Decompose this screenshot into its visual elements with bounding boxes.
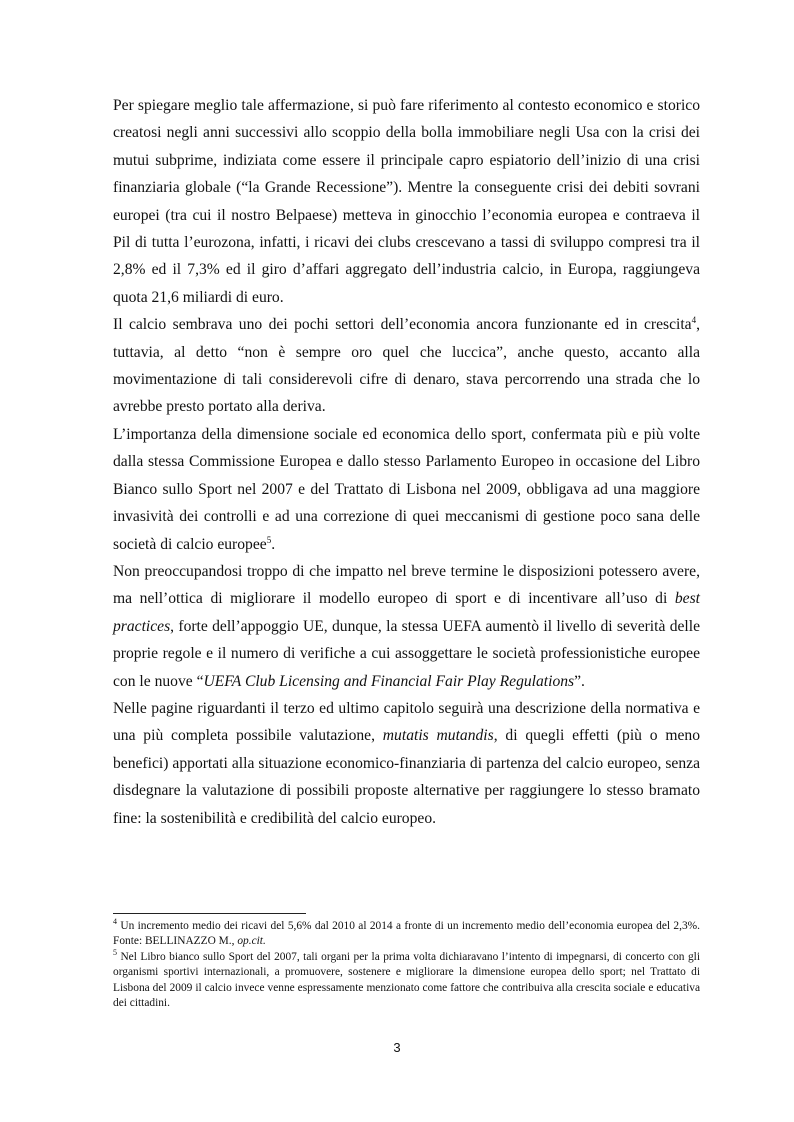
paragraph-2	[113, 311, 700, 421]
paragraph-3	[113, 421, 700, 558]
footnote-5-text: Nel Libro bianco sullo Sport del 2007, tali organi per la prima volta dichiaravano l’intento di impegnarsi, di concerto con gli organismi sportivi internazionali, a promuovere, sostenere e migliorare la dimensione europea dello sport; nel Trattato di Lisbona del 2009 il calcio invece venne espressamente menzionato come fattore che contribuiva alla crescita sociale e educativa dei cittadini.	[113, 950, 700, 1010]
paragraph-1	[113, 92, 700, 311]
footnote-4-italic: op.cit.	[237, 935, 266, 948]
footnote-ref-5[interactable]: 5	[266, 534, 272, 545]
footnote-ref-4[interactable]: 4	[691, 315, 697, 326]
paragraph-5-italic-mutatis: mutatis mutandis	[382, 727, 494, 745]
footnote-5-number: 5	[113, 948, 117, 958]
paragraph-4-text-b: , forte dell’appoggio UE, dunque, la stessa UEFA aumentò il livello di severità delle proprie regole e il numero di verifiche a cui assoggettare le società professionistiche europee con le nuove “	[113, 617, 700, 690]
paragraph-5-text-a: Nelle pagine riguardanti il terzo ed ultimo capitolo seguirà una descrizione della normativa e una più completa possibile valutazione,	[113, 699, 700, 745]
paragraph-2-text-a: Il calcio sembrava uno dei pochi settori dell’economia ancora funzionante ed in crescita	[113, 316, 692, 334]
footnotes-section	[113, 913, 700, 1011]
paragraph-3-text-a: L’importanza della dimensione sociale ed economica dello sport, confermata più e più volte dalla stessa Commissione Europea e dallo stesso Parlamento Europeo in occasione del Libro Bianco sullo Sport nel 2007 e del Trattato di Lisbona nel 2009, obbligava ad una maggiore invasività dei controlli e ad una correzione di quei meccanismi di gestione poco sana delle società di calcio europee	[113, 425, 700, 553]
paragraph-5	[113, 695, 700, 832]
paragraph-1-text: Per spiegare meglio tale affermazione, si può fare riferimento al contesto economico e storico creatosi negli anni successivi allo scoppio della bolla immobiliare negli Usa con la crisi dei mutui subprime, indiziata come essere il principale capro espiatorio dell’inizio di una crisi finanziaria globale (“la Grande Recessione”). Mentre la conseguente crisi dei debiti sovrani europei (tra cui il nostro Belpaese) metteva in ginocchio l’economia europea e contraeva il Pil di tutta l’eurozona, infatti, i ricavi dei clubs crescevano a tassi di sviluppo compresi tra il 2,8% ed il 7,3% ed il giro d’affari aggregato dell’industria calcio, in Europa, raggiungeva quota 21,6 miliardi di euro.	[113, 97, 700, 306]
paragraph-4-italic-best-practices: best practices	[113, 590, 700, 635]
paragraph-4-italic-regulations: UEFA Club Licensing and Financial Fair Play Regulations	[203, 672, 575, 690]
footnote-separator	[113, 913, 306, 914]
paragraph-4-text-c: ”.	[574, 672, 585, 690]
footnote-4-text: Un incremento medio dei ricavi del 5,6% dal 2010 al 2014 a fronte di un incremento medio dell’economia europea del 2,3%. Fonte: BELLINAZZO M.,	[113, 920, 700, 948]
paragraph-2-text-b: , tuttavia, al detto “non è sempre oro quel che luccica”, anche questo, accanto alla movimentazione di tali considerevoli cifre di denaro, stava percorrendo una strada che lo avrebbe presto portato alla deriva.	[113, 316, 700, 416]
body-text	[113, 92, 700, 832]
footnote-4	[113, 919, 700, 950]
paragraph-4	[113, 558, 700, 695]
page-number: 3	[393, 1040, 401, 1055]
footnote-5	[113, 950, 700, 1012]
paragraph-5-text-b: , di quegli effetti (più o meno benefici) apportati alla situazione economico-finanziaria di partenza del calcio europeo, senza disdegnare la valutazione di possibili proposte alternative per raggiungere lo stesso bramato fine: la sostenibilità e credibilità del calcio europeo.	[113, 727, 700, 827]
paragraph-4-text-a: Non preoccupandosi troppo di che impatto nel breve termine le disposizioni potessero avere, ma nell’ottica di migliorare il modello europeo di sport e di incentivare all’uso di	[113, 562, 700, 608]
paragraph-3-text-b: .	[271, 535, 276, 553]
footnote-4-number: 4	[113, 917, 117, 927]
